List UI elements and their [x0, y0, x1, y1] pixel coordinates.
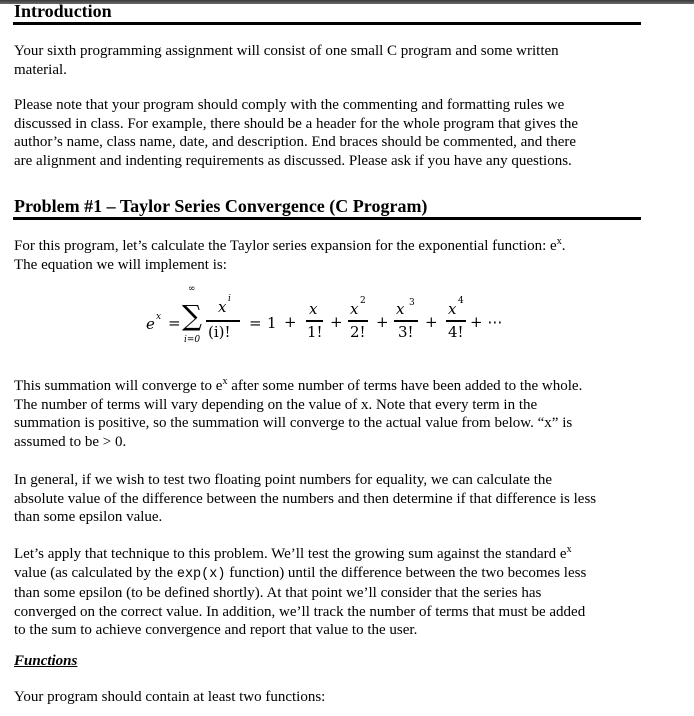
sigma-symbol: ∑ — [182, 299, 202, 332]
introduction-rule — [13, 22, 641, 25]
text-line: assumed to be > 0. — [14, 433, 127, 450]
text-line: converged on the correct value. In addition, we’ll track the number of terms that must be added — [14, 603, 586, 620]
text-line: to the sum to achieve convergence and report that value to the user. — [14, 622, 418, 639]
convergence-paragraph — [14, 377, 654, 451]
code-exp: exp(x) — [176, 566, 226, 582]
text-line: In general, if we wish to test two floating point numbers for equality, we can calculate the — [14, 472, 553, 488]
text-line: The equation we will implement is: — [14, 256, 227, 273]
apply-technique-paragraph — [14, 545, 654, 640]
functions-heading: Functions — [14, 653, 78, 669]
text-line: discussed in class. For example, there should be a header for the whole program that gives the — [14, 115, 579, 132]
text-line: absolute value of the difference between the numbers and then determine if that difference is less — [14, 490, 597, 507]
text-line: Let’s apply that technique to this problem. We’ll test the growing sum against the standard $e^x$ — [14, 544, 572, 562]
problem1-intro-paragraph — [14, 237, 654, 274]
introduction-heading: Introduction — [14, 1, 112, 21]
intro-paragraph-2 — [14, 96, 654, 170]
text-line: Your sixth programming assignment will consist of one small C program and some written — [14, 43, 559, 59]
text-line: The number of terms will vary depending on the value of x. Note that every term in the — [14, 396, 538, 413]
intro-paragraph-1 — [14, 42, 654, 79]
equality-paragraph — [14, 471, 654, 527]
text-line: material. — [14, 61, 67, 78]
problem1-rule — [13, 217, 641, 220]
text-line: This summation will converge to $e^x$ after some number of terms have been added to the whole. — [14, 376, 583, 394]
text-line: For this program, let’s calculate the Taylor series expansion for the exponential function: $e^x$. — [14, 236, 566, 254]
text-line: value (as calculated by the exp(x) function) until the difference between the two becomes less — [14, 564, 587, 582]
text-line: are alignment and indenting requirements as discussed. Please ask if you have any questions. — [14, 152, 572, 169]
text-line: than some epsilon value. — [14, 509, 163, 526]
text-line: author’s name, class name, date, and description. End braces should be commented, and there — [14, 134, 577, 151]
text-line: summation is positive, so the summation will converge to the actual value from below. “x” is — [14, 415, 573, 432]
taylor-series-equation: e x = ∑ ∞ i=0 x i (i)! = 1 + x 1! + x 2 2! + x 3 3! + x 4 4! + ⋯ — [146, 284, 503, 345]
problem1-heading: Problem #1 – Taylor Series Convergence (C Program) — [14, 196, 428, 216]
functions-paragraph: Your program should contain at least two functions: — [14, 689, 326, 705]
text-line: than some epsilon (to be defined shortly). At that point we’ll consider that the series has — [14, 585, 542, 602]
text-line: Please note that your program should comply with the commenting and formatting rules we — [14, 97, 565, 113]
